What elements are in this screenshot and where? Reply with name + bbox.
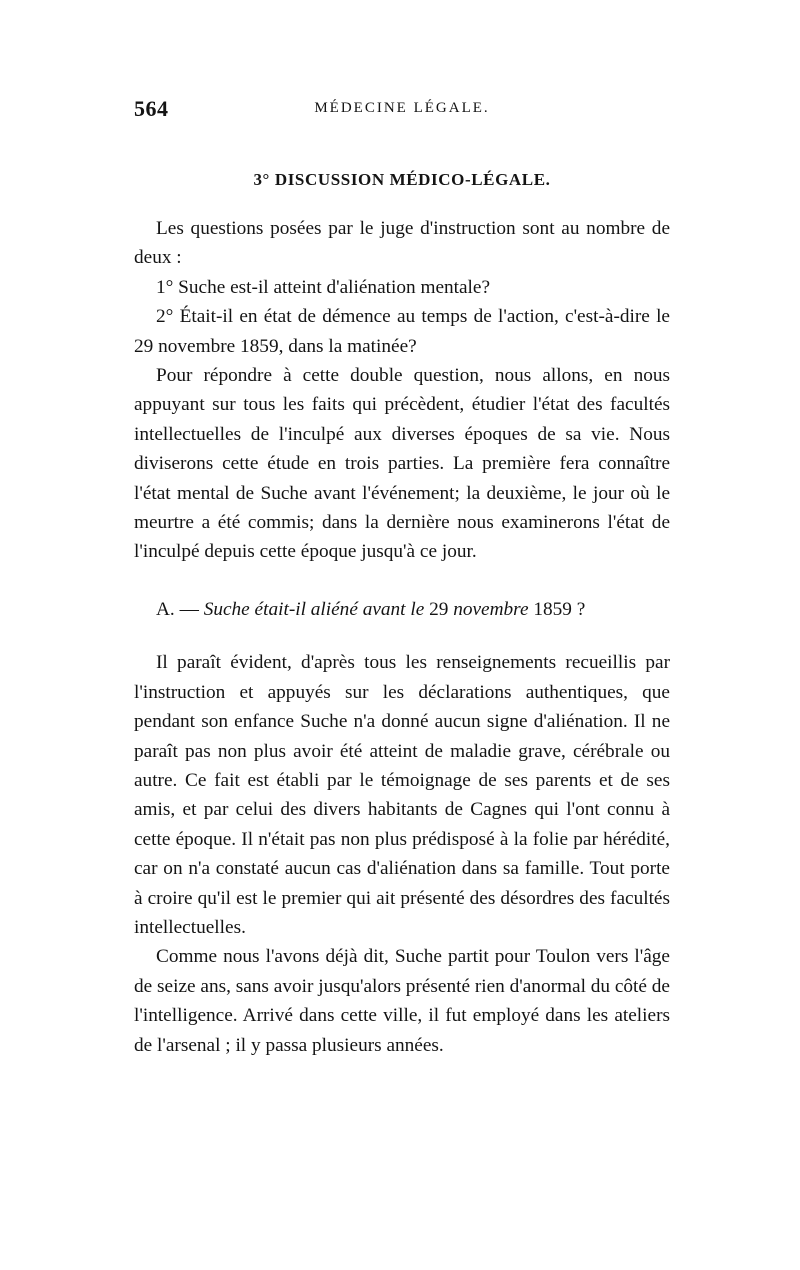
section-heading: [134, 170, 670, 190]
subsection-label: A. —: [156, 598, 199, 620]
paragraph: Pour répondre à cette double question, nous allons, en nous appuyant sur tous les faits qui précèdent, étudier l'état des facultés intellectuelles de l'inculpé aux diverses époques de sa vie. Nous diviserons cette étude en trois parties. La première fera connaître l'état mental de Suche avant l'événement; la deuxième, le jour où le meurtre a été commis; dans la dernière nous examinerons l'état de l'inculpé depuis cette époque jusqu'à ce jour.: [134, 365, 670, 563]
page-number: 564: [134, 96, 169, 121]
paragraph: 2° Était-il en état de démence au temps de l'action, c'est-à-dire le 29 novembre 1859, dans la matinée?: [134, 306, 670, 357]
subsection-date-number: 29: [429, 598, 449, 620]
paragraph: Comme nous l'avons déjà dit, Suche partit pour Toulon vers l'âge de seize ans, sans avoir jusqu'alors présenté rien d'anormal du côté de l'intelligence. Arrivé dans cette ville, il fut employé dans les ateliers de l'arsenal ; il y passa plusieurs années.: [134, 946, 670, 1056]
running-head: [134, 88, 670, 128]
subsection-year: 1859 ?: [533, 598, 586, 620]
running-title: MÉDECINE LÉGALE.: [314, 100, 490, 116]
paragraph: Il paraît évident, d'après tous les renseignements recueillis par l'instruction et appuyés sur les déclarations authentiques, que pendant son enfance Suche n'a donné aucun signe d'aliénation. Il ne paraît pas non plus avoir été atteint de maladie grave, cérébrale ou autre. Ce fait est établi par le témoignage de ses parents et de ses amis, et par celui des divers habitants de Cagnes qui l'ont connu à cette époque. Il n'était pas non plus prédisposé à la folie par hérédité, car on n'a constaté aucun cas d'aliénation dans sa famille. Tout porte à croire qu'il est le premier qui ait présenté des désordres des facultés intellectuelles.: [134, 652, 670, 938]
subsection-date-month: novembre: [453, 598, 529, 620]
paragraph: 1° Suche est-il atteint d'aliénation mentale?: [156, 276, 491, 298]
book-page: [134, 88, 670, 1060]
subsection-text: [134, 648, 670, 1060]
subsection-heading: [134, 595, 670, 624]
intro-text: [134, 214, 670, 567]
section-number: 3°: [253, 170, 270, 189]
section-title: DISCUSSION MÉDICO-LÉGALE.: [274, 170, 551, 189]
subsection-title: Suche était-il aliéné avant le: [203, 598, 425, 620]
paragraph: Les questions posées par le juge d'instruction sont au nombre de deux :: [134, 218, 670, 269]
